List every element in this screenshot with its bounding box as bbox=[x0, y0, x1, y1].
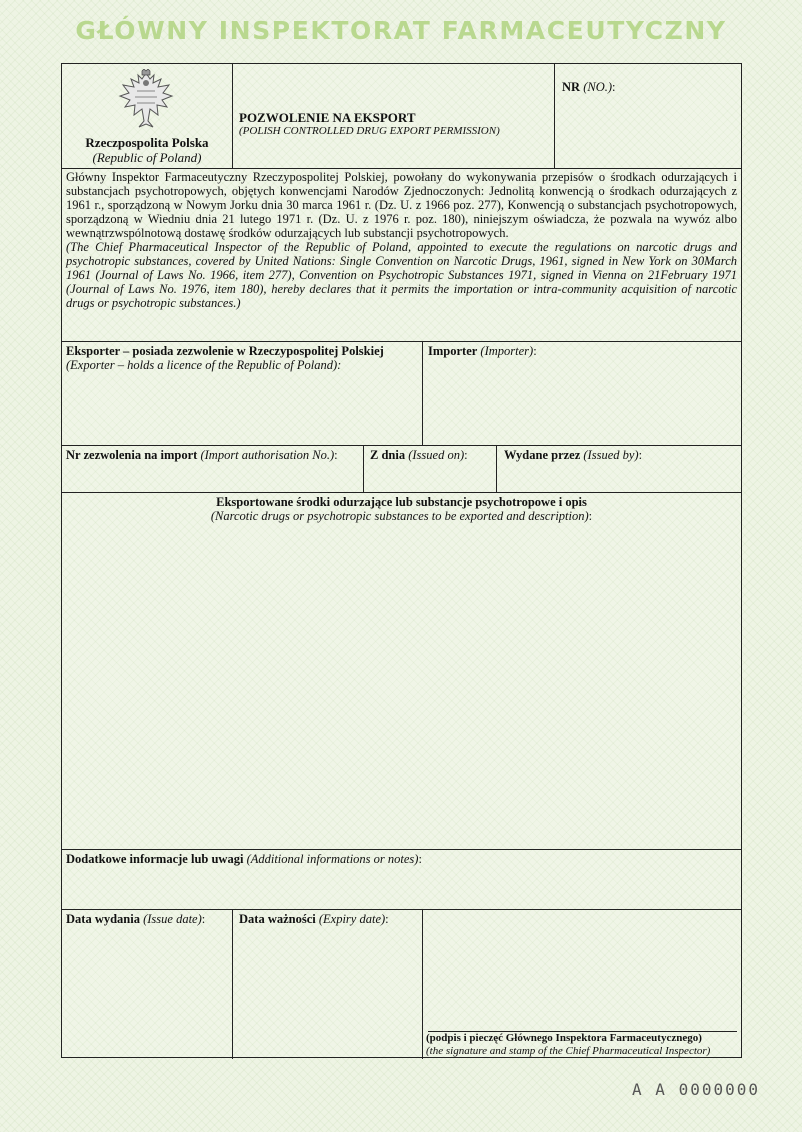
notes-field[interactable]: Dodatkowe informacje lub uwagi (Additional informations or notes): bbox=[66, 852, 422, 866]
declaration-en: (The Chief Pharmaceutical Inspector of the Republic of Poland, appointed to execute the regulations on narcotic drugs and psychotropic substances, covered by United Nations: Single Convention on Narcotic Drugs, 1961, signed in New York on 30March 1961 (Journal of Laws No. 1966, item 277), Convention on Psychotropic Substances 1971, signed in Vienna on 21February 1971 (Journal of Laws No. 1976, item 180), hereby declares that it permits the importation or intra-community acquisition of narcotic drugs or psychotropic substances.) bbox=[66, 240, 737, 310]
signature-label-en: (the signature and stamp of the Chief Pharmaceutical Inspector) bbox=[426, 1045, 711, 1057]
permit-title: POZWOLENIE NA EKSPORT bbox=[239, 110, 416, 125]
notes-label: Dodatkowe informacje lub uwagi bbox=[66, 852, 244, 866]
exporter-field[interactable] bbox=[66, 344, 420, 372]
issued-by-label: Wydane przez bbox=[504, 448, 581, 462]
issued-by-field[interactable]: Wydane przez (Issued by): bbox=[504, 448, 643, 462]
notes-label-en: (Additional informations or notes) bbox=[246, 852, 419, 866]
emblem-cell bbox=[62, 64, 232, 168]
signature-field[interactable] bbox=[426, 1032, 742, 1058]
permit-number-field[interactable]: NR (NO.): bbox=[562, 80, 616, 94]
substances-field[interactable]: Eksportowane środki odurzające lub substancje psychotropowe i opis (Narcotic drugs or psychotropic substances to be exported and description): bbox=[210, 495, 593, 523]
issued-by-label-en: (Issued by) bbox=[583, 448, 639, 462]
substances-label: Eksportowane środki odurzające lub substancje psychotropowe i opis bbox=[216, 495, 587, 509]
importer-label: Importer bbox=[428, 344, 478, 358]
import-authorisation-field[interactable]: Nr zezwolenia na import (Import authorisation No.): bbox=[66, 448, 338, 462]
signature-label: (podpis i pieczęć Głównego Inspektora Farmaceutycznego) bbox=[426, 1032, 702, 1044]
document-header-title: GŁÓWNY INSPEKTORAT FARMACEUTYCZNY bbox=[75, 16, 727, 45]
expiry-date-label: Data ważności bbox=[239, 912, 316, 926]
issued-on-label-en: (Issued on) bbox=[408, 448, 465, 462]
white-eagle-emblem-icon bbox=[117, 69, 175, 131]
substances-label-en: (Narcotic drugs or psychotropic substances to be exported and description) bbox=[210, 509, 589, 523]
declaration-pl: Główny Inspektor Farmaceutyczny Rzeczypospolitej Polskiej, powołany do wykonywania przepisów o środkach odurzających i substancjach psychotropowych, objętych konwencjami Narodów Zjednoczonych: Jednolitą konwencją o środkach odurzających z 1961 r., sporządzoną w Nowym Jorku dnia 30 marca 1961 r. (Dz. U. z 1966 poz. 277), Konwencją o substancjach psychotropowych, sporządzoną w Wiedniu dnia 21 lutego 1971 r. (Dz. U. z 1976 r. poz. 180), niniejszym oświadcza, że pozwala na wywóz albo wewnątrzwspólnotową dostawę środków odurzających lub substancji psychotropowych. bbox=[66, 170, 737, 240]
expiry-date-field[interactable]: Data ważności (Expiry date): bbox=[239, 912, 389, 926]
country-name-en: (Republic of Poland) bbox=[92, 150, 202, 165]
issued-on-label: Z dnia bbox=[370, 448, 406, 462]
serial-number: A A 0000000 bbox=[632, 1080, 760, 1099]
permit-number-label: NR bbox=[562, 80, 581, 94]
exporter-label: Eksporter – posiada zezwolenie w Rzeczypospolitej Polskiej bbox=[66, 344, 384, 358]
issue-date-label-en: (Issue date) bbox=[143, 912, 202, 926]
exporter-label-en: (Exporter – holds a licence of the Republic of Poland): bbox=[66, 358, 342, 372]
importer-label-en: (Importer) bbox=[480, 344, 534, 358]
importer-field[interactable]: Importer (Importer): bbox=[428, 344, 537, 358]
permit-title-cell bbox=[239, 110, 549, 138]
permit-title-en: (POLISH CONTROLLED DRUG EXPORT PERMISSION) bbox=[239, 125, 500, 137]
country-name-pl: Rzeczpospolita Polska bbox=[85, 135, 209, 150]
expiry-date-label-en: (Expiry date) bbox=[318, 912, 386, 926]
import-authorisation-label: Nr zezwolenia na import bbox=[66, 448, 198, 462]
declaration-text bbox=[66, 170, 737, 310]
issue-date-label: Data wydania bbox=[66, 912, 140, 926]
permit-number-label-en: (NO.) bbox=[583, 80, 613, 94]
issue-date-field[interactable]: Data wydania (Issue date): bbox=[66, 912, 206, 926]
permit-form bbox=[61, 63, 742, 1058]
import-authorisation-label-en: (Import authorisation No.) bbox=[200, 448, 335, 462]
issued-on-field[interactable]: Z dnia (Issued on): bbox=[370, 448, 468, 462]
